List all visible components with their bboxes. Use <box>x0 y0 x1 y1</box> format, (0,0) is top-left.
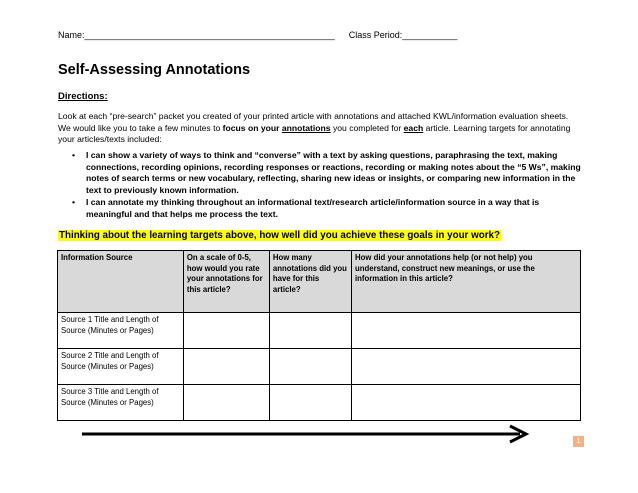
header-annotation-count: How many annotations did you have for this article? <box>269 251 351 313</box>
progress-arrow-icon <box>82 424 532 444</box>
table-row <box>58 349 581 385</box>
bullet-icon: • <box>72 196 76 207</box>
bullet-icon: • <box>72 150 76 160</box>
count-cell[interactable] <box>269 349 351 385</box>
paragraph-text-1: Look at each “pre-search” packet you created of your printed article with annotations and attached KWL/information evaluation sheets. We would like you to take a few minutes to <box>58 111 569 133</box>
source-cell[interactable]: Source 3 Title and Length of Source (Minutes or Pages) <box>58 385 184 421</box>
directions-heading: Directions: <box>58 91 108 102</box>
reflection-cell[interactable] <box>351 385 580 421</box>
header-line <box>58 30 457 40</box>
learning-target-item: • I can show a variety of ways to think and “converse” with a text by asking questions, paraphrasing the text, making connections, recording opinions, recording responses or reactions, recording or making notes about the “5 Ws”, making notes of search terms or new vocabulary, reflecting, sharing new ideas or insights, or comparing new information in the text to previously known information. <box>72 150 581 196</box>
reflection-cell[interactable] <box>351 349 580 385</box>
reflection-cell[interactable] <box>351 313 580 349</box>
page-number-badge: 1 <box>573 436 584 447</box>
table-row <box>58 313 581 349</box>
rating-cell[interactable] <box>183 349 269 385</box>
table-row <box>58 385 581 421</box>
table-header-row <box>58 251 581 313</box>
highlighted-question: Thinking about the learning targets above, how well did you achieve these goals in your work? <box>59 230 500 241</box>
header-reflection: How did your annotations help (or not help) you understand, construct new meanings, or use the information in this article? <box>351 251 580 313</box>
page-title: Self-Assessing Annotations <box>58 62 251 78</box>
learning-targets-list <box>58 150 583 220</box>
paragraph-each-emphasis: each <box>403 122 424 133</box>
paragraph-annotations-emphasis: annotations <box>281 122 331 133</box>
learning-target-item: • I can annotate my thinking throughout an informational text/research article/information source in a way that is meaningful and that helps me process the text. <box>72 196 540 219</box>
class-period-label[interactable]: Class Period:___________ <box>348 30 458 40</box>
source-cell[interactable]: Source 1 Title and Length of Source (Minutes or Pages) <box>58 313 184 349</box>
paragraph-bold-1: focus on your <box>222 122 282 133</box>
paragraph-text-3: for <box>391 122 404 133</box>
directions-paragraph <box>58 111 583 146</box>
name-field-label[interactable]: Name:__________________________________________________ <box>58 30 335 40</box>
rating-cell[interactable] <box>183 313 269 349</box>
source-cell[interactable]: Source 2 Title and Length of Source (Minutes or Pages) <box>58 349 184 385</box>
header-information-source: Information Source <box>58 251 184 313</box>
count-cell[interactable] <box>269 313 351 349</box>
header-rating: On a scale of 0-5, how would you rate your annotations for this article? <box>183 251 269 313</box>
paragraph-text-4: article. Learning targets for annotating your articles/texts included: <box>58 122 571 145</box>
self-assessment-table <box>57 250 581 421</box>
count-cell[interactable] <box>269 385 351 421</box>
paragraph-text-2: you completed <box>330 122 392 133</box>
rating-cell[interactable] <box>183 385 269 421</box>
